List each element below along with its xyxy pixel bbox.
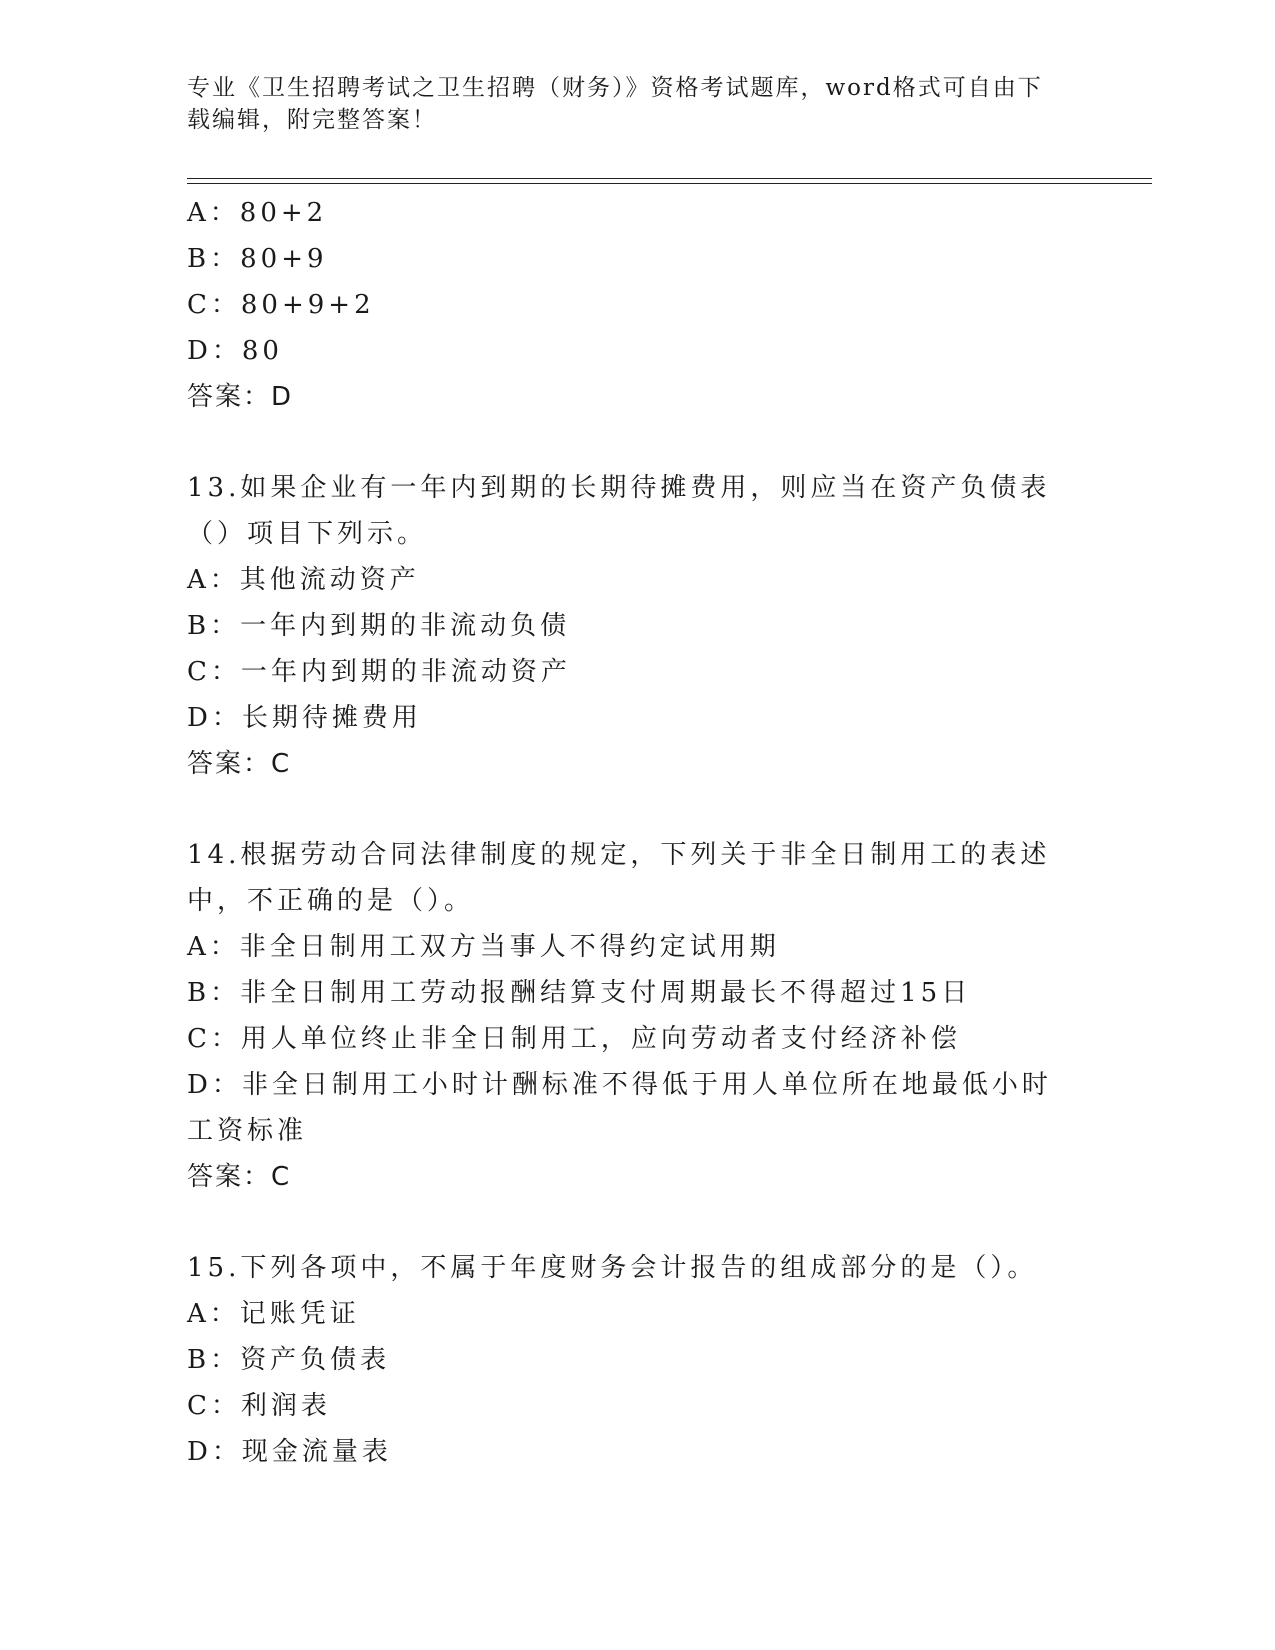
question-text: 14.根据劳动合同法律制度的规定，下列关于非全日制用工的表述中，不正确的是（）。 [187, 840, 1051, 916]
spacer [187, 420, 1087, 465]
answer: 答案：C [187, 1162, 292, 1192]
option-c: C：80+9+2 [187, 290, 375, 320]
header-divider-top [187, 178, 1152, 179]
question-text: 13.如果企业有一年内到期的长期待摊费用，则应当在资产负债表（）项目下列示。 [187, 473, 1051, 549]
question-15 [187, 1245, 1087, 1475]
question-13 [187, 465, 1087, 787]
question-list [187, 190, 1087, 1475]
option-a: A：非全日制用工双方当事人不得约定试用期 [187, 932, 780, 962]
option-c: C：用人单位终止非全日制用工，应向劳动者支付经济补偿 [187, 1024, 961, 1054]
option-d: D：非全日制用工小时计酬标准不得低于用人单位所在地最低小时工资标准 [187, 1070, 1052, 1146]
option-b: B：一年内到期的非流动负债 [187, 611, 571, 641]
option-b: B：80+9 [187, 244, 328, 274]
answer: 答案：C [187, 749, 292, 779]
spacer [187, 787, 1087, 832]
option-c: C：利润表 [187, 1391, 331, 1421]
header-divider-bottom [187, 183, 1152, 184]
option-b: B：资产负债表 [187, 1345, 391, 1375]
option-b: B：非全日制用工劳动报酬结算支付周期最长不得超过15日 [187, 978, 972, 1008]
spacer [187, 1200, 1087, 1245]
question-12-continued [187, 190, 1087, 420]
document-header: 专业《卫生招聘考试之卫生招聘（财务）》资格考试题库，word格式可自由下载编辑，附完整答案！ [187, 75, 1043, 133]
question-14 [187, 832, 1087, 1200]
option-a: A：记账凭证 [187, 1299, 360, 1329]
option-a: A：其他流动资产 [187, 565, 420, 595]
option-d: D：80 [187, 336, 283, 366]
option-a: A：80+2 [187, 198, 328, 228]
option-d: D：长期待摊费用 [187, 703, 422, 733]
option-c: C：一年内到期的非流动资产 [187, 657, 571, 687]
answer: 答案：D [187, 382, 294, 412]
option-d: D：现金流量表 [187, 1437, 392, 1467]
question-text: 15.下列各项中，不属于年度财务会计报告的组成部分的是（）。 [187, 1253, 1038, 1283]
